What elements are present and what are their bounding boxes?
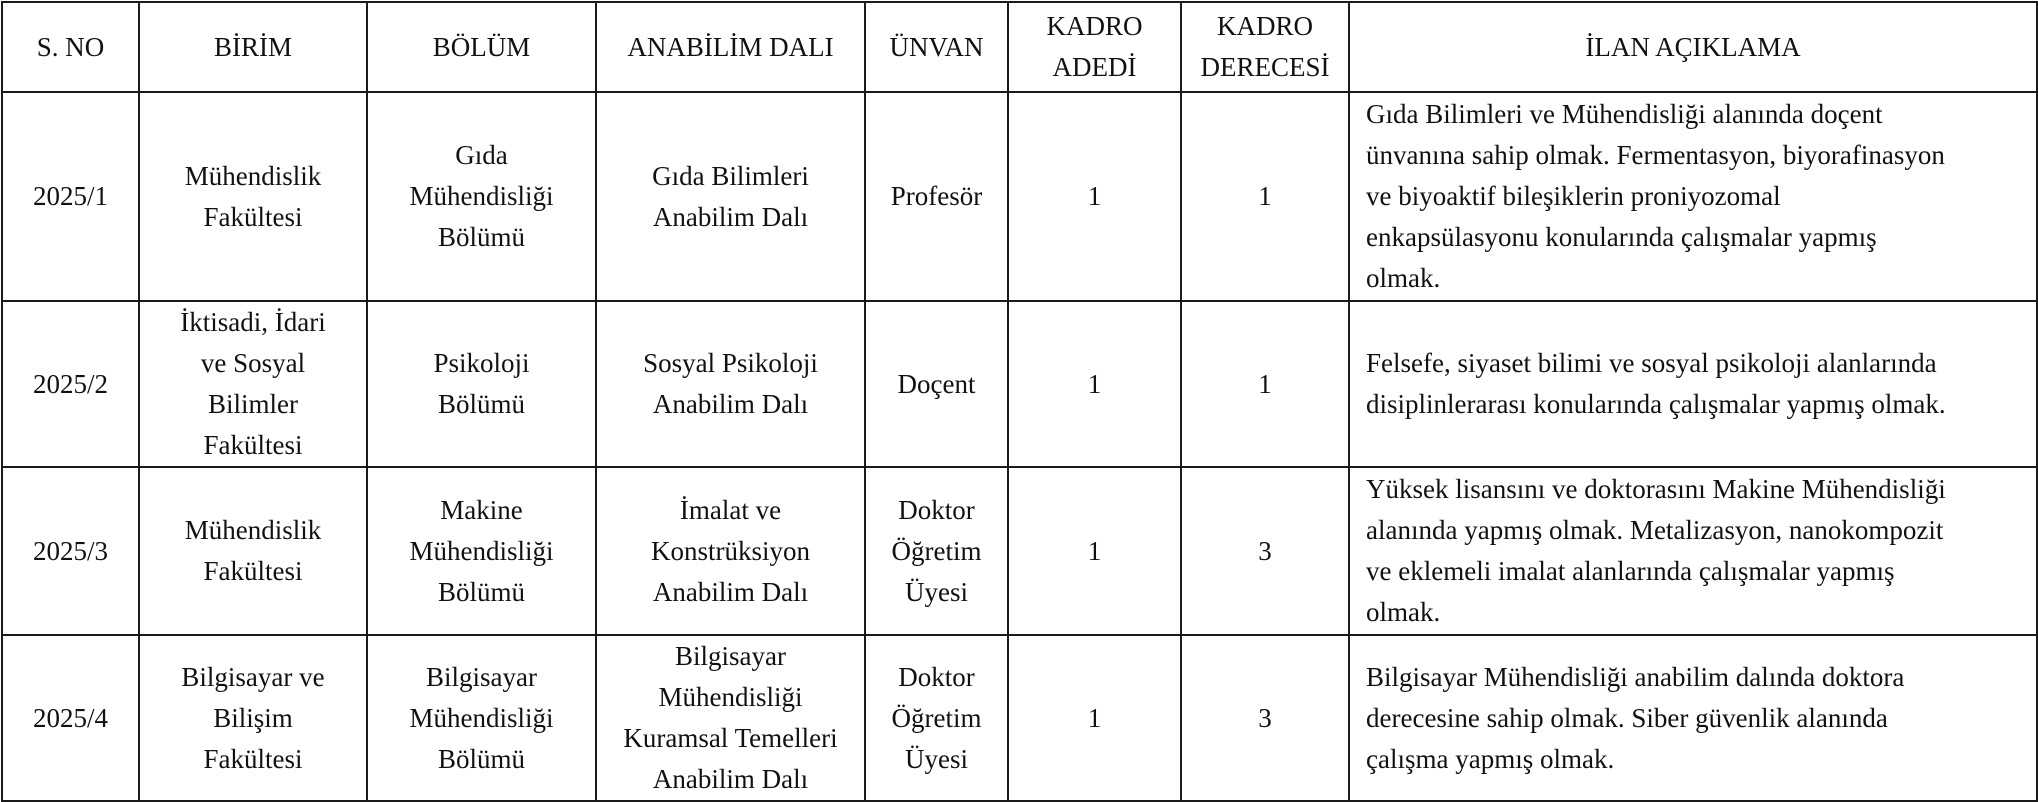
cell-unvan-line: Üyesi bbox=[905, 576, 968, 607]
cell-unvan bbox=[865, 467, 1008, 635]
cell-kadro-adedi: 1 bbox=[1008, 92, 1181, 301]
header-row bbox=[2, 2, 2037, 92]
cell-ilan-aciklama-line: ünvanına sahip olmak. Fermentasyon, biyorafinasyon bbox=[1366, 140, 1945, 170]
cell-ilan-aciklama-line: olmak. bbox=[1366, 263, 1441, 293]
cell-ilan-aciklama bbox=[1349, 467, 2037, 635]
cell-anabilim-dali-line: Anabilim Dalı bbox=[652, 389, 809, 419]
cell-unvan bbox=[865, 635, 1008, 801]
cell-anabilim-dali-line: Anabilim Dalı bbox=[652, 764, 809, 794]
cell-ilan-aciklama-line: çalışma yapmış olmak. bbox=[1366, 743, 1615, 774]
cell-birim-line: Bilgisayar ve bbox=[181, 661, 325, 692]
cell-kadro-adedi: 1 bbox=[1008, 635, 1181, 801]
header-kadro-adedi-line: ADEDİ bbox=[1052, 52, 1137, 82]
header-kadro-derecesi bbox=[1181, 2, 1349, 92]
cell-anabilim-dali-line: Anabilim Dalı bbox=[652, 201, 809, 232]
cell-bolum bbox=[367, 92, 596, 301]
header-anabilim-dali: ANABİLİM DALI bbox=[596, 2, 865, 92]
cell-birim-line: ve Sosyal bbox=[200, 348, 306, 378]
header-unvan: ÜNVAN bbox=[865, 2, 1008, 92]
cell-sno: 2025/2 bbox=[2, 301, 139, 467]
cell-birim-line: Fakültesi bbox=[203, 201, 303, 232]
header-ilan-aciklama: İLAN AÇIKLAMA bbox=[1349, 2, 2037, 92]
cell-birim-line: İktisadi, İdari bbox=[180, 307, 326, 337]
cell-ilan-aciklama-line: Felsefe, siyaset bilimi ve sosyal psikoloji alanlarında bbox=[1366, 348, 1937, 378]
cell-bolum-line: Makine bbox=[440, 494, 523, 525]
cell-kadro-derecesi: 3 bbox=[1181, 467, 1349, 635]
cell-ilan-aciklama-line: ve biyoaktif bileşiklerin proniyozomal bbox=[1366, 181, 1781, 211]
cell-anabilim-dali-line: Gıda Bilimleri bbox=[652, 160, 809, 191]
cell-kadro-derecesi: 1 bbox=[1181, 301, 1349, 467]
cell-anabilim-dali-line: Bilgisayar bbox=[675, 641, 786, 671]
cell-ilan-aciklama bbox=[1349, 92, 2037, 301]
academic-staff-posting-table bbox=[1, 1, 2038, 802]
header-kadro-adedi-line: KADRO bbox=[1046, 11, 1143, 41]
cell-bolum-line: Bilgisayar bbox=[426, 661, 537, 692]
cell-unvan-line: Öğretim bbox=[891, 535, 982, 566]
cell-kadro-derecesi: 1 bbox=[1181, 92, 1349, 301]
cell-birim-line: Bilişim bbox=[213, 702, 293, 733]
cell-ilan-aciklama-line: olmak. bbox=[1366, 597, 1441, 627]
cell-birim bbox=[139, 92, 367, 301]
cell-bolum bbox=[367, 301, 596, 467]
cell-ilan-aciklama-line: Gıda Bilimleri ve Mühendisliği alanında doçent bbox=[1366, 99, 1883, 129]
cell-unvan bbox=[865, 301, 1008, 467]
table-row bbox=[2, 635, 2037, 801]
header-bolum: BÖLÜM bbox=[367, 2, 596, 92]
cell-unvan-line: Profesör bbox=[890, 181, 983, 211]
table-row bbox=[2, 301, 2037, 467]
cell-ilan-aciklama-line: ve eklemeli imalat alanlarında çalışmalar yapmış bbox=[1366, 556, 1895, 586]
cell-sno: 2025/1 bbox=[2, 92, 139, 301]
cell-bolum-line: Gıda bbox=[455, 140, 508, 170]
cell-birim bbox=[139, 635, 367, 801]
cell-birim bbox=[139, 467, 367, 635]
cell-bolum bbox=[367, 635, 596, 801]
cell-bolum-line: Bölümü bbox=[437, 389, 525, 419]
cell-bolum-line: Psikoloji bbox=[433, 348, 530, 378]
cell-unvan-line: Öğretim bbox=[891, 702, 982, 733]
cell-anabilim-dali bbox=[596, 467, 865, 635]
cell-anabilim-dali-line: Konstrüksiyon bbox=[650, 535, 810, 566]
cell-kadro-derecesi: 3 bbox=[1181, 635, 1349, 801]
cell-birim-line: Fakültesi bbox=[203, 430, 303, 460]
cell-kadro-adedi: 1 bbox=[1008, 467, 1181, 635]
cell-birim-line: Fakültesi bbox=[203, 743, 303, 774]
cell-bolum bbox=[367, 467, 596, 635]
cell-bolum-line: Bölümü bbox=[437, 576, 525, 607]
cell-anabilim-dali-line: Anabilim Dalı bbox=[652, 576, 809, 607]
cell-unvan-line: Doktor bbox=[898, 661, 975, 692]
cell-ilan-aciklama bbox=[1349, 635, 2037, 801]
cell-anabilim-dali-line: Mühendisliği bbox=[658, 682, 803, 712]
cell-bolum-line: Bölümü bbox=[437, 743, 525, 774]
cell-ilan-aciklama-line: alanında yapmış olmak. Metalizasyon, nanokompozit bbox=[1366, 515, 1944, 545]
cell-anabilim-dali bbox=[596, 635, 865, 801]
cell-sno: 2025/3 bbox=[2, 467, 139, 635]
cell-unvan bbox=[865, 92, 1008, 301]
header-kadro-adedi bbox=[1008, 2, 1181, 92]
cell-ilan-aciklama-line: disiplinlerarası konularında çalışmalar yapmış olmak. bbox=[1366, 389, 1946, 419]
cell-bolum-line: Bölümü bbox=[437, 222, 525, 252]
table-row bbox=[2, 467, 2037, 635]
header-birim: BİRİM bbox=[139, 2, 367, 92]
table-row bbox=[2, 92, 2037, 301]
cell-ilan-aciklama-line: enkapsülasyonu konularında çalışmalar yapmış bbox=[1366, 222, 1877, 252]
cell-birim-line: Mühendislik bbox=[184, 160, 322, 191]
header-sno: S. NO bbox=[2, 2, 139, 92]
cell-anabilim-dali bbox=[596, 92, 865, 301]
cell-ilan-aciklama bbox=[1349, 301, 2037, 467]
cell-bolum-line: Mühendisliği bbox=[409, 181, 554, 211]
header-kadro-derecesi-line: DERECESİ bbox=[1200, 52, 1330, 82]
cell-bolum-line: Mühendisliği bbox=[409, 535, 554, 566]
cell-unvan-line: Üyesi bbox=[905, 743, 968, 774]
cell-ilan-aciklama-line: Yüksek lisansını ve doktorasını Makine Mühendisliği bbox=[1366, 474, 1946, 504]
cell-bolum-line: Mühendisliği bbox=[409, 702, 554, 733]
cell-anabilim-dali-line: Kuramsal Temelleri bbox=[623, 723, 838, 753]
cell-anabilim-dali-line: Sosyal Psikoloji bbox=[643, 348, 818, 378]
cell-sno: 2025/4 bbox=[2, 635, 139, 801]
cell-unvan-line: Doçent bbox=[897, 368, 976, 399]
cell-birim-line: Mühendislik bbox=[184, 515, 322, 545]
header-kadro-derecesi-line: KADRO bbox=[1216, 11, 1313, 41]
cell-anabilim-dali bbox=[596, 301, 865, 467]
cell-anabilim-dali-line: İmalat ve bbox=[679, 494, 782, 525]
cell-kadro-adedi: 1 bbox=[1008, 301, 1181, 467]
cell-birim-line: Bilimler bbox=[208, 389, 298, 419]
cell-birim bbox=[139, 301, 367, 467]
cell-ilan-aciklama-line: derecesine sahip olmak. Siber güvenlik alanında bbox=[1366, 702, 1888, 733]
cell-birim-line: Fakültesi bbox=[203, 556, 303, 586]
cell-unvan-line: Doktor bbox=[898, 494, 975, 525]
cell-ilan-aciklama-line: Bilgisayar Mühendisliği anabilim dalında doktora bbox=[1366, 661, 1905, 692]
